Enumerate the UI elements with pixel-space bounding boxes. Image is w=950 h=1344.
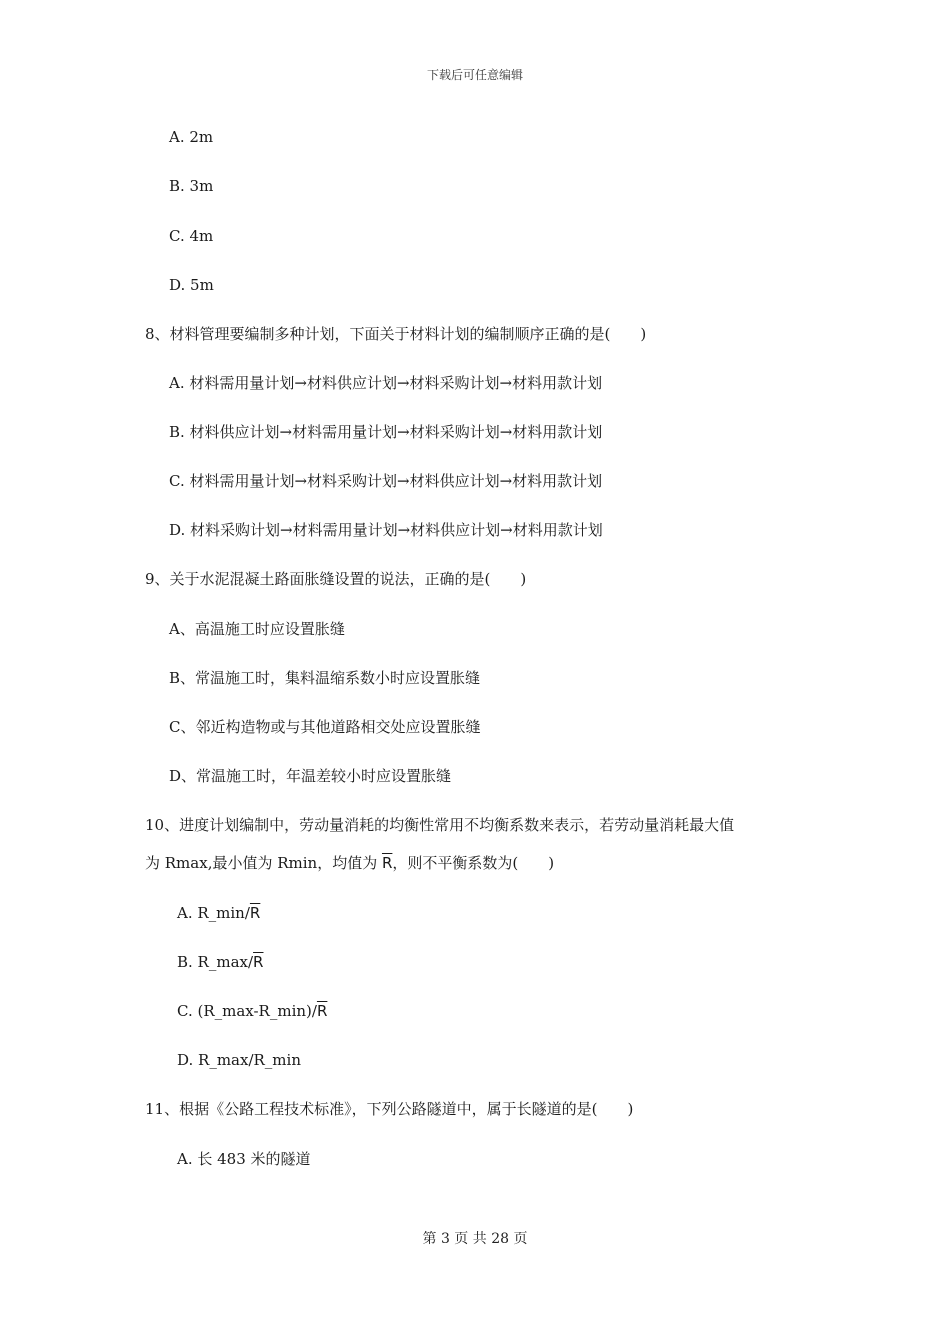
q8-option-b: B. 材料供应计划→材料需用量计划→材料采购计划→材料用款计划 [169,423,603,441]
r-bar-symbol: $\overline{R}$ [253,953,264,971]
q10-option-c [177,1001,327,1021]
q9-stem: 9、关于水泥混凝土路面胀缝设置的说法，正确的是( ) [145,570,527,588]
q7-option-b: B. 3m [169,177,214,195]
q10-stem-line1: 10、进度计划编制中，劳动量消耗的均衡性常用不均衡系数来表示，若劳动量消耗最大值 [145,816,735,834]
q10-option-b-text: B. R_max/ [177,953,254,971]
q10-option-b [177,952,263,972]
q8-stem: 8、材料管理要编制多种计划，下面关于材料计划的编制顺序正确的是( ) [145,325,647,343]
r-bar-symbol: $\overline{R}$ [381,854,393,872]
q9-option-d: D、常温施工时，年温差较小时应设置胀缝 [169,767,452,785]
q10-stem-line2 [145,853,554,873]
q10-stem-post: ，则不平衡系数为( ) [392,854,555,872]
q8-option-d: D. 材料采购计划→材料需用量计划→材料供应计划→材料用款计划 [169,521,603,539]
page-header: 下载后可任意编辑 [426,68,523,82]
q10-option-d-text: D. R_max/R_min [177,1051,301,1069]
q10-option-c-text: C. (R_max-R_min)/ [177,1002,317,1020]
q8-option-a: A. 材料需用量计划→材料供应计划→材料采购计划→材料用款计划 [169,374,603,392]
r-bar-symbol: $\overline{R}$ [316,1002,328,1020]
q7-option-a: A. 2m [169,128,214,146]
page-footer: 第 3 页 共 28 页 [422,1231,528,1247]
q11-stem: 11、根据《公路工程技术标准》，下列公路隧道中，属于长隧道的是( ) [145,1100,634,1118]
q10-option-a-text: A. R_min/ [177,904,250,922]
q9-option-c: C、邻近构造物或与其他道路相交处应设置胀缝 [169,718,481,736]
q10-stem-pre: 为 Rmax,最小值为 Rmin，均值为 [145,854,382,872]
q10-option-d [177,1050,301,1070]
r-bar-symbol: $\overline{R}$ [249,904,261,922]
q10-option-a [177,903,260,923]
q7-option-d: D. 5m [169,276,214,294]
q8-option-c: C. 材料需用量计划→材料采购计划→材料供应计划→材料用款计划 [169,472,603,490]
q9-option-a: A、高温施工时应设置胀缝 [169,620,345,638]
q9-option-b: B、常温施工时，集料温缩系数小时应设置胀缝 [169,669,481,687]
q7-option-c: C. 4m [169,227,214,245]
q11-option-a: A. 长 483 米的隧道 [177,1150,311,1168]
